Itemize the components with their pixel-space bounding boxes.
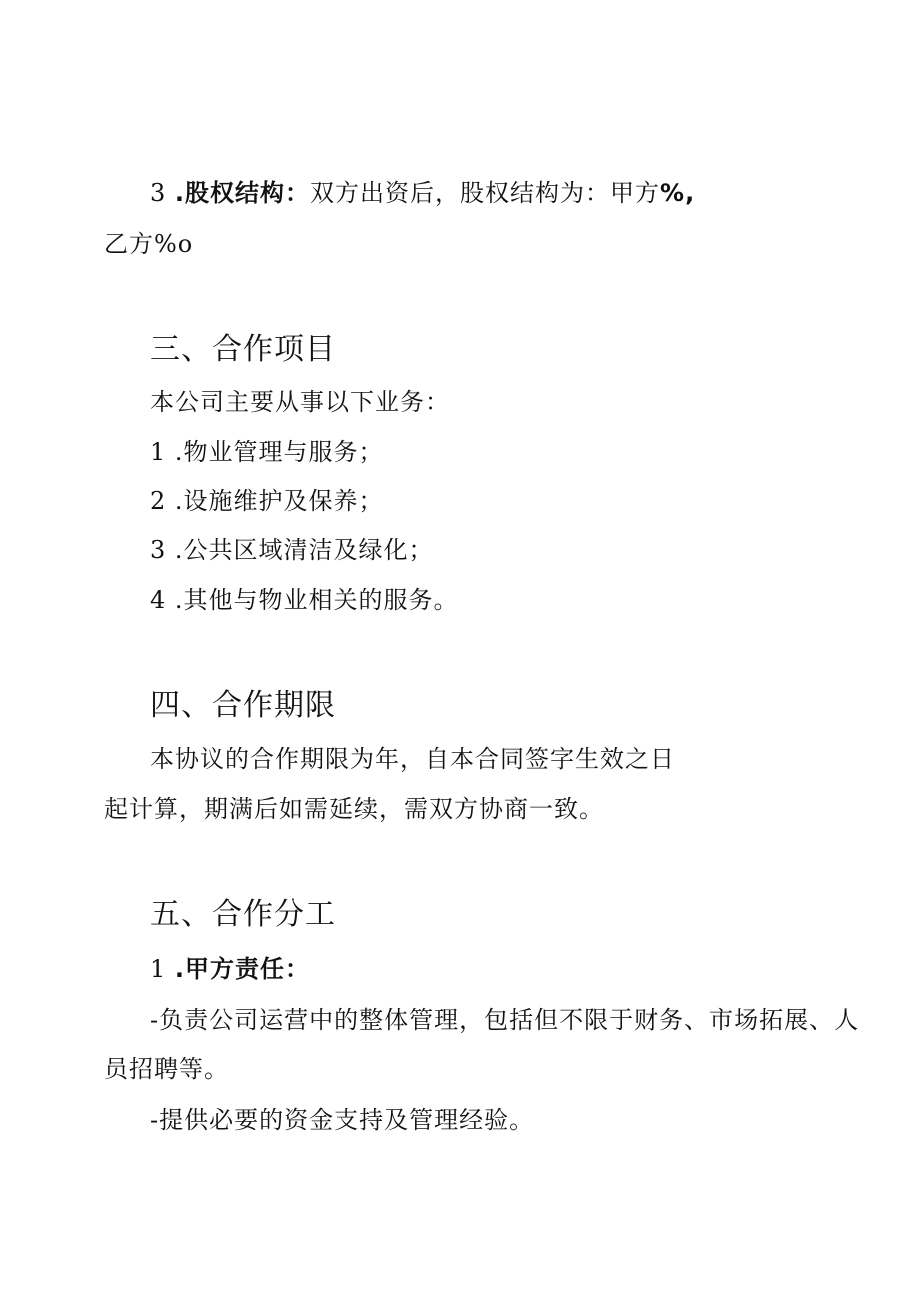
section-heading-projects: 三、合作项目 — [150, 332, 336, 367]
item-number: 3 — [150, 179, 167, 207]
section-heading-division: 五、合作分工 — [150, 897, 336, 932]
list-item: 3 .公共区域清洁及绿化； — [150, 536, 434, 564]
party-a-duty-title — [150, 953, 310, 985]
item-text: 双方出资后，股权结构为：甲方 — [310, 179, 661, 207]
equity-structure-line — [150, 177, 695, 209]
item-title: .股权结构： — [174, 179, 311, 207]
list-item: 2 .设施维护及保养； — [150, 487, 384, 515]
item-number: 1 — [150, 955, 167, 983]
section-heading-term: 四、合作期限 — [150, 688, 336, 723]
equity-structure-cont: 乙方%o — [104, 230, 194, 258]
list-item: 1 .物业管理与服务； — [150, 438, 384, 466]
term-line-1: 本协议的合作期限为年，自本合同签字生效之日 — [150, 745, 675, 773]
term-line-2: 起计算，期满后如需延续，需双方协商一致。 — [104, 795, 604, 823]
item-pct: %, — [660, 179, 696, 207]
duty-2: -提供必要的资金支持及管理经验。 — [150, 1106, 535, 1134]
item-title: .甲方责任： — [174, 955, 311, 983]
duty-1-line-2: 员招聘等。 — [104, 1055, 229, 1083]
duty-1-line-1: -负责公司运营中的整体管理，包括但不限于财务、市场拓展、人 — [150, 1006, 860, 1034]
projects-intro: 本公司主要从事以下业务： — [150, 388, 450, 416]
list-item: 4 .其他与物业相关的服务。 — [150, 586, 459, 614]
